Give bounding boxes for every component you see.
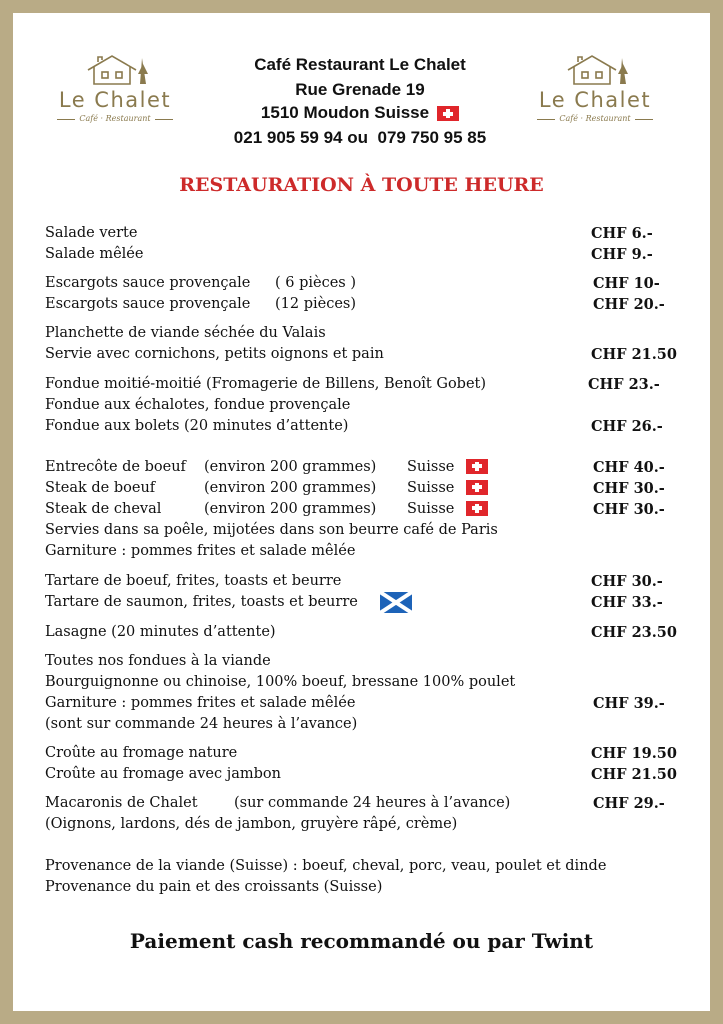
menu-item-desc: (sont sur commande 24 heures à l’avance): [45, 716, 358, 732]
menu-item-price: CHF 19.50: [591, 745, 677, 762]
menu-item-origin: Suisse: [407, 459, 455, 475]
menu-item-price: CHF 20.-: [593, 296, 665, 313]
menu-item-desc: Garniture : pommes frites et salade mêlée: [45, 695, 356, 711]
menu-item-weight: (environ 200 grammes): [204, 459, 377, 475]
menu-item-price: CHF 21.50: [591, 346, 677, 363]
menu-item-price: CHF 30.-: [591, 573, 663, 590]
menu-item-label: Croûte au fromage nature: [45, 745, 238, 761]
menu-item-label: Escargots sauce provençale: [45, 296, 251, 312]
chalet-icon: [562, 52, 628, 88]
menu-item-label: Steak de cheval: [45, 501, 162, 517]
menu-item-price: CHF 6.-: [591, 225, 653, 242]
menu-item-label: Macaronis de Chalet: [45, 795, 198, 811]
menu-item-label: Salade mêlée: [45, 246, 144, 262]
swiss-flag-icon: [466, 480, 488, 495]
menu-item-desc: Servie avec cornichons, petits oignons et pain: [45, 346, 384, 362]
menu-item-label: Fondue aux échalotes, fondue provençale: [45, 397, 351, 413]
swiss-flag-icon: [466, 459, 488, 474]
menu-item-desc: Servies dans sa poêle, mijotées dans son beurre café de Paris: [45, 522, 498, 538]
logo-subtitle: Café · Restaurant: [40, 114, 190, 123]
menu-item-desc: Bourguignonne ou chinoise, 100% boeuf, bressane 100% poulet: [45, 674, 516, 690]
origin-flag: [466, 500, 488, 516]
menu-item-origin: Suisse: [407, 480, 455, 496]
provenance-bread: Provenance du pain et des croissants (Suisse): [45, 879, 383, 895]
menu-item-label: Salade verte: [45, 225, 138, 241]
menu-item-label: Planchette de viande séchée du Valais: [45, 325, 326, 341]
address-city: 1510 Moudon Suisse: [260, 103, 430, 122]
menu-item-price: CHF 23.-: [588, 376, 660, 393]
logo-name: Le Chalet: [538, 88, 652, 112]
menu-item-label: Tartare de saumon, frites, toasts et beurre: [45, 594, 358, 610]
menu-item-price: CHF 39.-: [593, 695, 665, 712]
chalet-icon: [82, 52, 148, 88]
menu-item-weight: (environ 200 grammes): [204, 501, 377, 517]
menu-item-note: (sur commande 24 heures à l’avance): [234, 795, 511, 811]
menu-item-label: Entrecôte de boeuf: [45, 459, 186, 475]
menu-item-label: Steak de boeuf: [45, 480, 156, 496]
origin-flag: [466, 479, 488, 495]
menu-item-price: CHF 26.-: [591, 418, 663, 435]
menu-item-price: CHF 30.-: [593, 480, 665, 497]
menu-item-label: Croûte au fromage avec jambon: [45, 766, 281, 782]
menu-item-origin: Suisse: [407, 501, 455, 517]
phone-2[interactable]: 079 750 95 85: [377, 128, 487, 147]
menu-item-label: Escargots sauce provençale: [45, 275, 251, 291]
menu-item-desc: Garniture : pommes frites et salade mêlée: [45, 543, 356, 559]
menu-item-price: CHF 29.-: [593, 795, 665, 812]
scottish-flag-icon: [380, 592, 412, 613]
menu-item-price: CHF 40.-: [593, 459, 665, 476]
menu-item-label: Tartare de boeuf, frites, toasts et beurre: [45, 573, 342, 589]
menu-item-price: CHF 23.50: [591, 624, 677, 641]
menu-item-price: CHF 21.50: [591, 766, 677, 783]
logo-left: [40, 52, 190, 142]
menu-item-qty: (12 pièces): [275, 296, 357, 312]
menu-item-label: Fondue moitié-moitié (Fromagerie de Billens, Benoît Gobet): [45, 376, 487, 392]
logo-subtitle: Café · Restaurant: [520, 114, 670, 123]
restaurant-name: Café Restaurant Le Chalet: [254, 55, 466, 74]
menu-item-label: Toutes nos fondues à la viande: [45, 653, 271, 669]
menu-item-price: CHF 33.-: [591, 594, 663, 611]
phone-1[interactable]: 021 905 59 94: [233, 128, 343, 147]
menu-item-price: CHF 30.-: [593, 501, 665, 518]
address-street: Rue Grenade 19: [295, 80, 425, 99]
logo-name: Le Chalet: [58, 88, 172, 112]
logo-right: [520, 52, 670, 142]
menu-item-weight: (environ 200 grammes): [204, 480, 377, 496]
page-title: RESTAURATION À TOUTE HEURE: [179, 174, 544, 196]
phone-separator: ou: [347, 128, 369, 147]
menu-item-label: Fondue aux bolets (20 minutes d’attente): [45, 418, 349, 434]
menu-item-desc: (Oignons, lardons, dés de jambon, gruyère râpé, crème): [45, 816, 458, 832]
menu-item-qty: ( 6 pièces ): [275, 275, 357, 291]
provenance-meat: Provenance de la viande (Suisse) : boeuf, cheval, porc, veau, poulet et dinde: [45, 858, 607, 874]
origin-flag: [466, 458, 488, 474]
origin-flag: [380, 592, 412, 613]
phone-line: [190, 128, 530, 148]
menu-item-price: CHF 10-: [593, 275, 660, 292]
payment-note: Paiement cash recommandé ou par Twint: [129, 929, 594, 953]
swiss-flag-icon: [466, 501, 488, 516]
address-city-line: [200, 103, 520, 123]
menu-item-label: Lasagne (20 minutes d’attente): [45, 624, 276, 640]
swiss-flag-icon: [437, 106, 459, 121]
menu-item-price: CHF 9.-: [591, 246, 653, 263]
